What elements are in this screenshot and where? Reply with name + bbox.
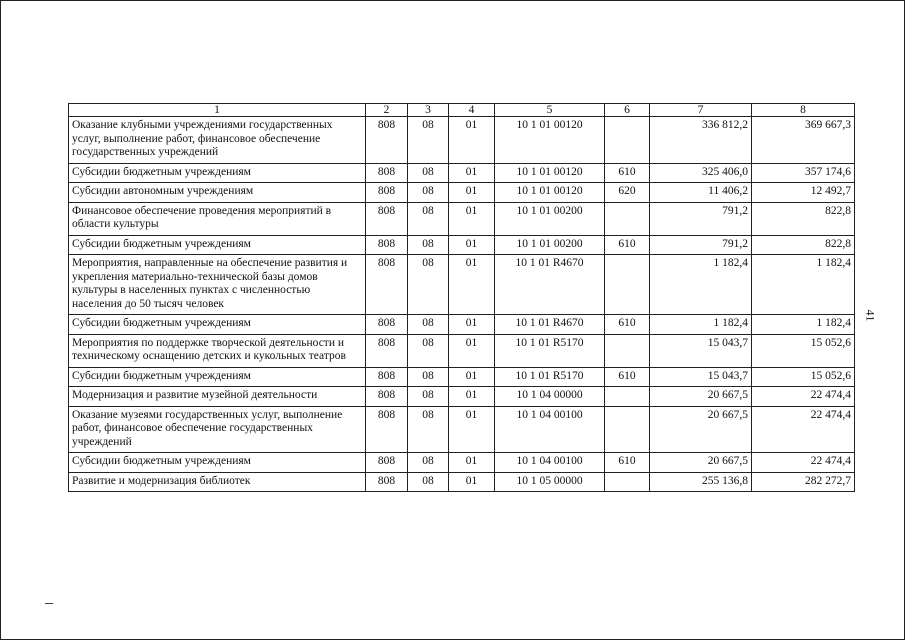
cell-expense-type: [605, 202, 650, 235]
cell-target-article: 10 1 01 R5170: [495, 367, 605, 387]
cell-expense-type: 610: [605, 367, 650, 387]
cell-section: 08: [408, 163, 449, 183]
cell-name: Мероприятия по поддержке творческой деятельности и техническому оснащению детских и кукольных театров: [69, 334, 366, 367]
cell-name: Развитие и модернизация библиотек: [69, 472, 366, 492]
cell-admin-code: 808: [366, 472, 408, 492]
cell-amount-year-1: 791,2: [650, 235, 752, 255]
cell-section: 08: [408, 367, 449, 387]
cell-target-article: 10 1 04 00000: [495, 387, 605, 407]
cell-target-article: 10 1 01 00120: [495, 183, 605, 203]
cell-admin-code: 808: [366, 406, 408, 453]
cell-section: 08: [408, 453, 449, 473]
cell-admin-code: 808: [366, 202, 408, 235]
header-col-5: 5: [495, 104, 605, 117]
cell-expense-type: [605, 117, 650, 164]
cell-subsection: 01: [449, 406, 495, 453]
cell-expense-type: 620: [605, 183, 650, 203]
table-row: [69, 334, 855, 367]
cell-expense-type: 610: [605, 235, 650, 255]
cell-amount-year-1: 15 043,7: [650, 367, 752, 387]
cell-amount-year-1: 255 136,8: [650, 472, 752, 492]
cell-amount-year-2: 1 182,4: [752, 315, 855, 335]
table-body: [69, 117, 855, 492]
cell-admin-code: 808: [366, 367, 408, 387]
cell-target-article: 10 1 04 00100: [495, 453, 605, 473]
cell-expense-type: 610: [605, 315, 650, 335]
cell-subsection: 01: [449, 387, 495, 407]
table-header-row: [69, 104, 855, 117]
cell-target-article: 10 1 01 R4670: [495, 315, 605, 335]
table-row: [69, 163, 855, 183]
cell-subsection: 01: [449, 117, 495, 164]
cell-subsection: 01: [449, 255, 495, 315]
table-row: [69, 183, 855, 203]
cell-section: 08: [408, 202, 449, 235]
cell-target-article: 10 1 01 00120: [495, 117, 605, 164]
cell-subsection: 01: [449, 334, 495, 367]
cell-name: Оказание музеями государственных услуг, выполнение работ, финансовое обеспечение государственных учреждений: [69, 406, 366, 453]
cell-name: Финансовое обеспечение проведения мероприятий в области культуры: [69, 202, 366, 235]
table-row: [69, 453, 855, 473]
cell-section: 08: [408, 183, 449, 203]
cell-amount-year-1: 15 043,7: [650, 334, 752, 367]
cell-amount-year-1: 1 182,4: [650, 315, 752, 335]
cell-admin-code: 808: [366, 183, 408, 203]
cell-amount-year-1: 20 667,5: [650, 453, 752, 473]
cell-target-article: 10 1 01 R4670: [495, 255, 605, 315]
header-col-3: 3: [408, 104, 449, 117]
budget-table: [68, 103, 855, 492]
cell-section: 08: [408, 406, 449, 453]
cell-amount-year-2: 12 492,7: [752, 183, 855, 203]
cell-name: Субсидии бюджетным учреждениям: [69, 315, 366, 335]
header-col-2: 2: [366, 104, 408, 117]
cell-target-article: 10 1 01 00120: [495, 163, 605, 183]
cell-expense-type: [605, 255, 650, 315]
cell-amount-year-2: 15 052,6: [752, 367, 855, 387]
table-row: [69, 315, 855, 335]
table-row: [69, 367, 855, 387]
cell-amount-year-2: 822,8: [752, 235, 855, 255]
cell-amount-year-2: 22 474,4: [752, 387, 855, 407]
cell-amount-year-1: 20 667,5: [650, 387, 752, 407]
cell-section: 08: [408, 334, 449, 367]
table-row: [69, 235, 855, 255]
cell-section: 08: [408, 315, 449, 335]
header-col-7: 7: [650, 104, 752, 117]
cell-section: 08: [408, 387, 449, 407]
cell-expense-type: [605, 334, 650, 367]
cell-expense-type: [605, 387, 650, 407]
header-col-1: 1: [69, 104, 366, 117]
cell-admin-code: 808: [366, 117, 408, 164]
cell-name: Субсидии бюджетным учреждениям: [69, 453, 366, 473]
cell-expense-type: [605, 472, 650, 492]
cell-amount-year-2: 1 182,4: [752, 255, 855, 315]
cell-admin-code: 808: [366, 387, 408, 407]
cell-name: Субсидии бюджетным учреждениям: [69, 367, 366, 387]
cell-subsection: 01: [449, 163, 495, 183]
cell-subsection: 01: [449, 202, 495, 235]
cell-amount-year-2: 357 174,6: [752, 163, 855, 183]
cell-amount-year-1: 11 406,2: [650, 183, 752, 203]
table-row: [69, 472, 855, 492]
cell-expense-type: 610: [605, 163, 650, 183]
cell-amount-year-2: 282 272,7: [752, 472, 855, 492]
cell-admin-code: 808: [366, 453, 408, 473]
cell-target-article: 10 1 01 00200: [495, 235, 605, 255]
cell-admin-code: 808: [366, 255, 408, 315]
table-row: [69, 117, 855, 164]
cell-target-article: 10 1 05 00000: [495, 472, 605, 492]
cell-name: Субсидии бюджетным учреждениям: [69, 235, 366, 255]
cell-target-article: 10 1 01 00200: [495, 202, 605, 235]
table-row: [69, 255, 855, 315]
cell-amount-year-2: 15 052,6: [752, 334, 855, 367]
cell-subsection: 01: [449, 183, 495, 203]
cell-admin-code: 808: [366, 163, 408, 183]
header-col-6: 6: [605, 104, 650, 117]
cell-target-article: 10 1 01 R5170: [495, 334, 605, 367]
cell-amount-year-1: 20 667,5: [650, 406, 752, 453]
header-col-8: 8: [752, 104, 855, 117]
cell-amount-year-1: 1 182,4: [650, 255, 752, 315]
cell-expense-type: [605, 406, 650, 453]
header-col-4: 4: [449, 104, 495, 117]
cell-subsection: 01: [449, 367, 495, 387]
table-row: [69, 202, 855, 235]
cell-name: Субсидии бюджетным учреждениям: [69, 163, 366, 183]
cell-amount-year-2: 822,8: [752, 202, 855, 235]
cell-amount-year-1: 336 812,2: [650, 117, 752, 164]
page-number: 41: [863, 309, 878, 322]
cell-section: 08: [408, 235, 449, 255]
table-row: [69, 387, 855, 407]
cell-subsection: 01: [449, 235, 495, 255]
cell-amount-year-1: 791,2: [650, 202, 752, 235]
cell-section: 08: [408, 472, 449, 492]
cell-name: Субсидии автономным учреждениям: [69, 183, 366, 203]
cell-subsection: 01: [449, 453, 495, 473]
cell-name: Мероприятия, направленные на обеспечение развития и укрепления материально-технической базы домов культуры в населенных пунктах с численностью населения до 50 тысяч человек: [69, 255, 366, 315]
cell-amount-year-2: 22 474,4: [752, 453, 855, 473]
cell-expense-type: 610: [605, 453, 650, 473]
cell-amount-year-1: 325 406,0: [650, 163, 752, 183]
cell-target-article: 10 1 04 00100: [495, 406, 605, 453]
cell-subsection: 01: [449, 472, 495, 492]
cell-admin-code: 808: [366, 315, 408, 335]
table-row: [69, 406, 855, 453]
cell-amount-year-2: 369 667,3: [752, 117, 855, 164]
cell-name: Оказание клубными учреждениями государственных услуг, выполнение работ, финансовое обеспечение государственных учреждений: [69, 117, 366, 164]
cell-admin-code: 808: [366, 334, 408, 367]
cell-name: Модернизация и развитие музейной деятельности: [69, 387, 366, 407]
cell-amount-year-2: 22 474,4: [752, 406, 855, 453]
cell-admin-code: 808: [366, 235, 408, 255]
cell-section: 08: [408, 117, 449, 164]
cell-subsection: 01: [449, 315, 495, 335]
margin-mark: [45, 603, 53, 604]
cell-section: 08: [408, 255, 449, 315]
